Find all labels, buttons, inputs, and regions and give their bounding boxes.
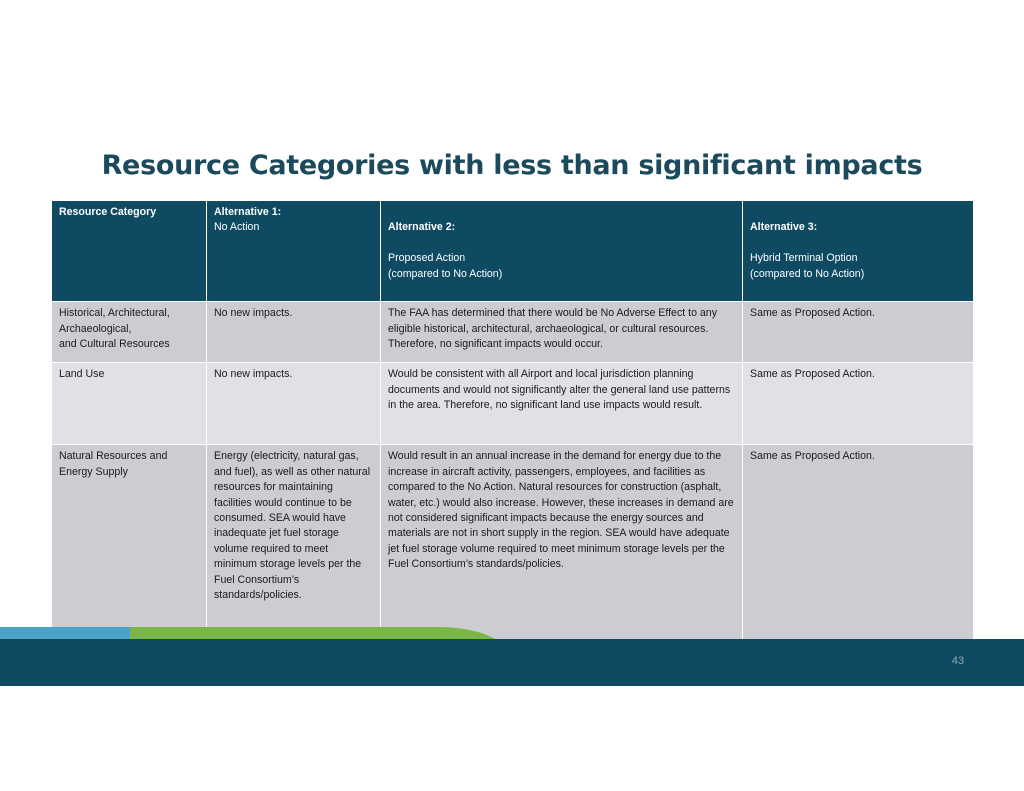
cell-alternative-3: Same as Proposed Action. xyxy=(743,302,974,363)
header-subtitle: Proposed Action (compared to No Action) xyxy=(388,252,503,280)
table-row xyxy=(52,363,974,445)
header-alternative-3 xyxy=(743,201,974,302)
slide-title: Resource Categories with less than significant impacts xyxy=(101,150,923,181)
cell-alternative-2: Would be consistent with all Airport and local jurisdiction planning documents and would not significantly alter the general land use patterns in the area. Therefore, no significant land use impacts would result. xyxy=(381,363,743,445)
cell-alternative-1: Energy (electricity, natural gas, and fuel), as well as other natural resources for maintaining facilities would continue to be consumed. SEA would have inadequate jet fuel storage volume required to meet minimum storage levels per the Fuel Consortium’s standards/policies. xyxy=(207,445,381,651)
resource-table xyxy=(51,200,974,651)
header-alternative-2 xyxy=(381,201,743,302)
header-subtitle: No Action xyxy=(214,221,260,234)
header-title: Alternative 3: xyxy=(750,221,818,234)
cell-alternative-3: Same as Proposed Action. xyxy=(743,445,974,651)
footer-green-swoosh xyxy=(130,627,495,639)
cell-resource-category: Land Use xyxy=(52,363,207,445)
cell-alternative-1: No new impacts. xyxy=(207,363,381,445)
header-title: Resource Category xyxy=(59,206,157,218)
table-row xyxy=(52,302,974,363)
header-subtitle: Hybrid Terminal Option (compared to No Action) xyxy=(750,252,865,280)
footer-dark-band xyxy=(0,639,1024,686)
cell-resource-category: Historical, Architectural, Archaeological, and Cultural Resources xyxy=(52,302,207,363)
cell-alternative-1: No new impacts. xyxy=(207,302,381,363)
header-title: Alternative 2: xyxy=(388,221,456,234)
header-resource-category xyxy=(52,201,207,302)
cell-alternative-2: Would result in an annual increase in the demand for energy due to the increase in aircraft activity, passengers, employees, and facilities as compared to the No Action. Natural resources for construction (asphalt, water, etc.) would also increase. However, these increases in demand are not considered significant impacts because the energy sources and materials are not in short supply in the region. SEA would have adequate jet fuel storage volume required to meet minimum storage levels per the Fuel Consortium’s standards/policies. xyxy=(381,445,743,651)
cell-resource-category: Natural Resources and Energy Supply xyxy=(52,445,207,651)
header-title: Alternative 1: xyxy=(214,206,282,218)
cell-alternative-2: The FAA has determined that there would be No Adverse Effect to any eligible historical, architectural, archaeological, or cultural resources. Therefore, no significant impacts would occur. xyxy=(381,302,743,363)
header-alternative-1 xyxy=(207,201,381,302)
table-header-row xyxy=(52,201,974,302)
cell-alternative-3: Same as Proposed Action. xyxy=(743,363,974,445)
footer-band xyxy=(0,620,1024,686)
page-number: 43 xyxy=(951,655,965,667)
